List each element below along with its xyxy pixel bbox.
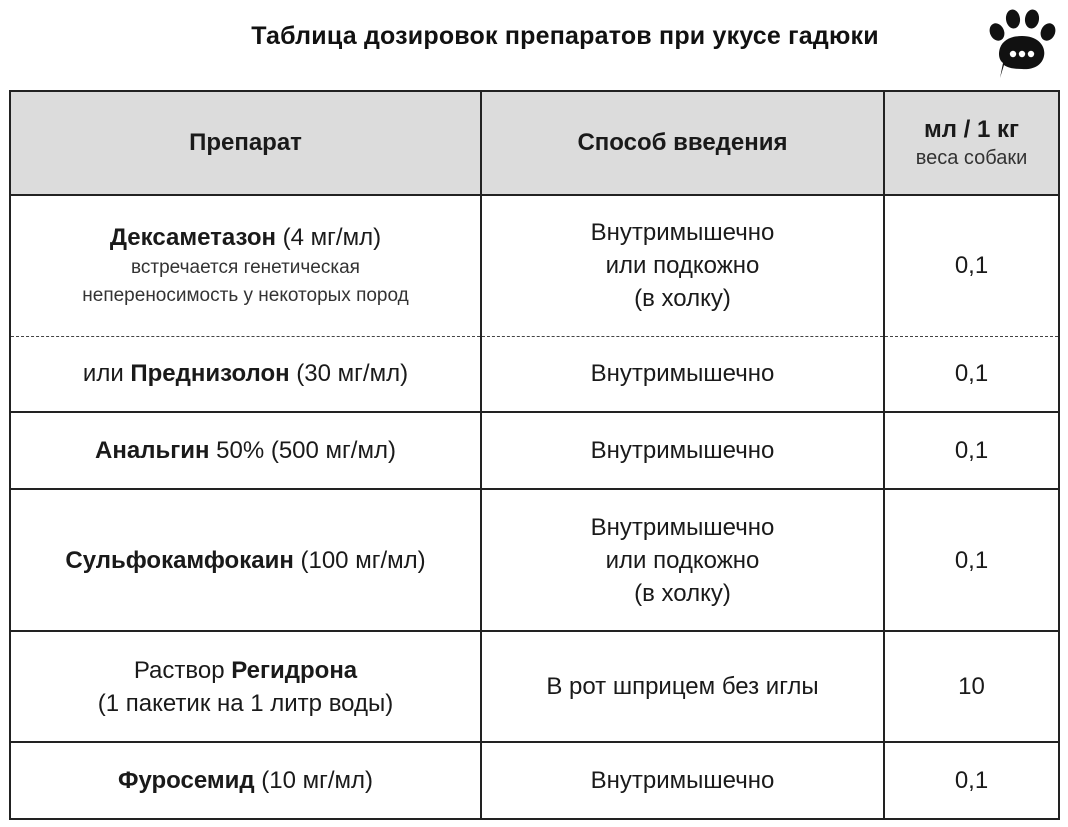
drug-cell [10,195,481,336]
drug-cell [10,742,481,819]
header-method: Способ введения [481,91,884,195]
header-dose-sub: веса собаки [915,147,1028,169]
drug-name: Сульфокамфокаин [65,546,294,574]
drug-note: встречается генетическая [131,257,360,279]
drug-name: Регидрона [231,656,358,684]
dose-cell: 10 [884,631,1059,742]
table-row [10,412,1059,489]
method-cell [481,489,884,631]
header-drug: Препарат [10,91,481,195]
drug-prefix: Раствор [133,656,232,684]
page-title: Таблица дозировок препаратов при укусе гадюки [251,22,879,50]
method-text: Внутримышечно [590,513,775,541]
table-row [10,195,1059,336]
method-text: Внутримышечно [590,219,775,247]
drug-name: Анальгин [95,437,210,464]
method-text: или подкожно [605,546,760,574]
table-row [10,742,1059,819]
dosage-table [9,90,1060,820]
drug-concentration: (10 мг/мл) [254,767,374,794]
drug-prefix: или [82,360,131,388]
table-header-row [10,91,1059,195]
drug-name: Фуросемид [117,767,255,794]
drug-concentration: 50% (500 мг/мл) [209,437,396,464]
method-cell: В рот шприцем без иглы [481,631,884,742]
method-text: (в холку) [634,285,731,313]
drug-cell [10,336,481,412]
drug-note: непереносимость у некоторых пород [82,285,409,307]
method-cell [481,195,884,336]
header-dose-unit: мл / 1 кг [923,116,1020,143]
method-text: (в холку) [634,579,731,607]
drug-concentration: (4 мг/мл) [276,224,382,252]
drug-cell [10,412,481,489]
method-cell: Внутримышечно [481,742,884,819]
dose-cell: 0,1 [884,489,1059,631]
method-cell: Внутримышечно [481,412,884,489]
method-cell: Внутримышечно [481,336,884,412]
dose-cell: 0,1 [884,412,1059,489]
table-row [10,631,1059,742]
dose-cell: 0,1 [884,742,1059,819]
drug-name: Дексаметазон [109,224,276,252]
drug-cell [10,631,481,742]
drug-concentration: (100 мг/мл) [293,546,426,574]
dose-cell: 0,1 [884,195,1059,336]
paw-speech-bubble-icon [984,8,1060,80]
drug-concentration: (1 пакетик на 1 литр воды) [97,689,394,717]
drug-concentration: (30 мг/мл) [289,360,409,388]
table-row [10,336,1059,412]
header-dose [884,91,1059,195]
dose-cell: 0,1 [884,336,1059,412]
drug-name: Преднизолон [130,360,290,388]
table-row [10,489,1059,631]
method-text: или подкожно [605,252,760,280]
drug-cell [10,489,481,631]
